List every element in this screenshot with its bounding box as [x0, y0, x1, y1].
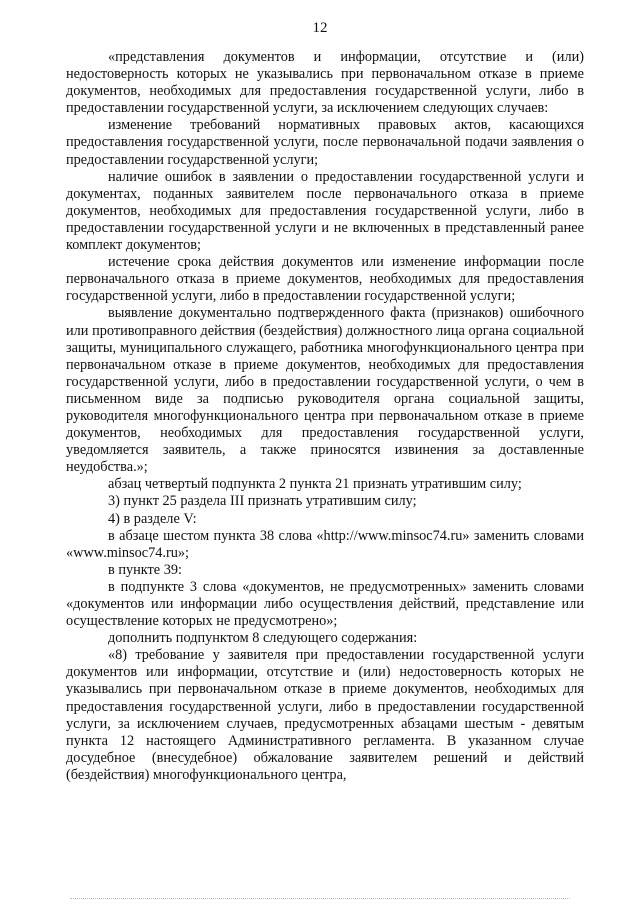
paragraph: изменение требований нормативных правовых актов, касающихся предоставления государственной услуги, после первоначальной подачи заявления о предоставлении государственной услуги; [66, 117, 584, 168]
paragraph: «представления документов и информации, отсутствие и (или) недостоверность которых не указывались при первоначальном отказе в приеме документов, необходимых для предоставления государственной услуги, либо в предоставлении государственной услуги, за исключением следующих случаев: [66, 49, 584, 117]
paragraph: выявление документально подтвержденного факта (признаков) ошибочного или противоправного действия (бездействия) должностного лица органа социальной защиты, муниципального служащего, работника многофункционального центра при первоначальном отказе в приеме документов, необходимых для предоставления государственной услуги, либо в предоставлении государственной услуги, о чем в письменном виде за подписью руководителя органа социальной защиты, руководителя многофункционального центра при первоначальном отказе в приеме документов, необходимых для предоставления государственной услуги, уведомляется заявитель, а также приносятся извинения за доставленные неудобства.»; [66, 305, 584, 476]
paragraph: истечение срока действия документов или изменение информации после первоначального отказа в приеме документов, необходимых для предоставления государственной услуги, либо в предоставлении государственной услуги; [66, 254, 584, 305]
paragraph: 3) пункт 25 раздела III признать утратившим силу; [108, 493, 417, 510]
paragraph: абзац четвертый подпункта 2 пункта 21 признать утратившим силу; [108, 476, 522, 493]
paragraph: в абзаце шестом пункта 38 слова «http://www.minsoc74.ru» заменить словами «www.minsoc74.ru»; [66, 527, 584, 561]
paragraph: в подпункте 3 слова «документов, не предусмотренных» заменить словами «документов или информации либо осуществления действий, представление или осуществление которых не предусмотрено»; [66, 578, 584, 630]
footer-divider [70, 898, 570, 899]
page-number: 12 [312, 20, 328, 36]
paragraph: наличие ошибок в заявлении о предоставлении государственной услуги и документах, поданных заявителем после первоначального отказа в приеме документов, необходимых для предоставления государственной услуги, либо в предоставлении государственной услуги и не включенных в представленный ранее комплект документов; [66, 168, 584, 254]
paragraph: дополнить подпунктом 8 следующего содержания: [108, 630, 418, 647]
paragraph: 4) в разделе V: [108, 510, 197, 527]
paragraph: «8) требование у заявителя при предоставлении государственной услуги документов или информации, отсутствие и (или) недостоверность которых не указывались при первоначальном отказе в приеме документов, необходимых для предоставления государственной услуги, либо в предоставлении государственной услуги, за исключением случаев, предусмотренных абзацами шестым - девятым пункта 12 настоящего Административного регламента. В указанном случае досудебное (внесудебное) обжалование заявителем решений и действий (бездействия) многофункционального центра, [66, 647, 584, 783]
document-body [66, 49, 584, 784]
paragraph: в пункте 39: [108, 561, 182, 578]
